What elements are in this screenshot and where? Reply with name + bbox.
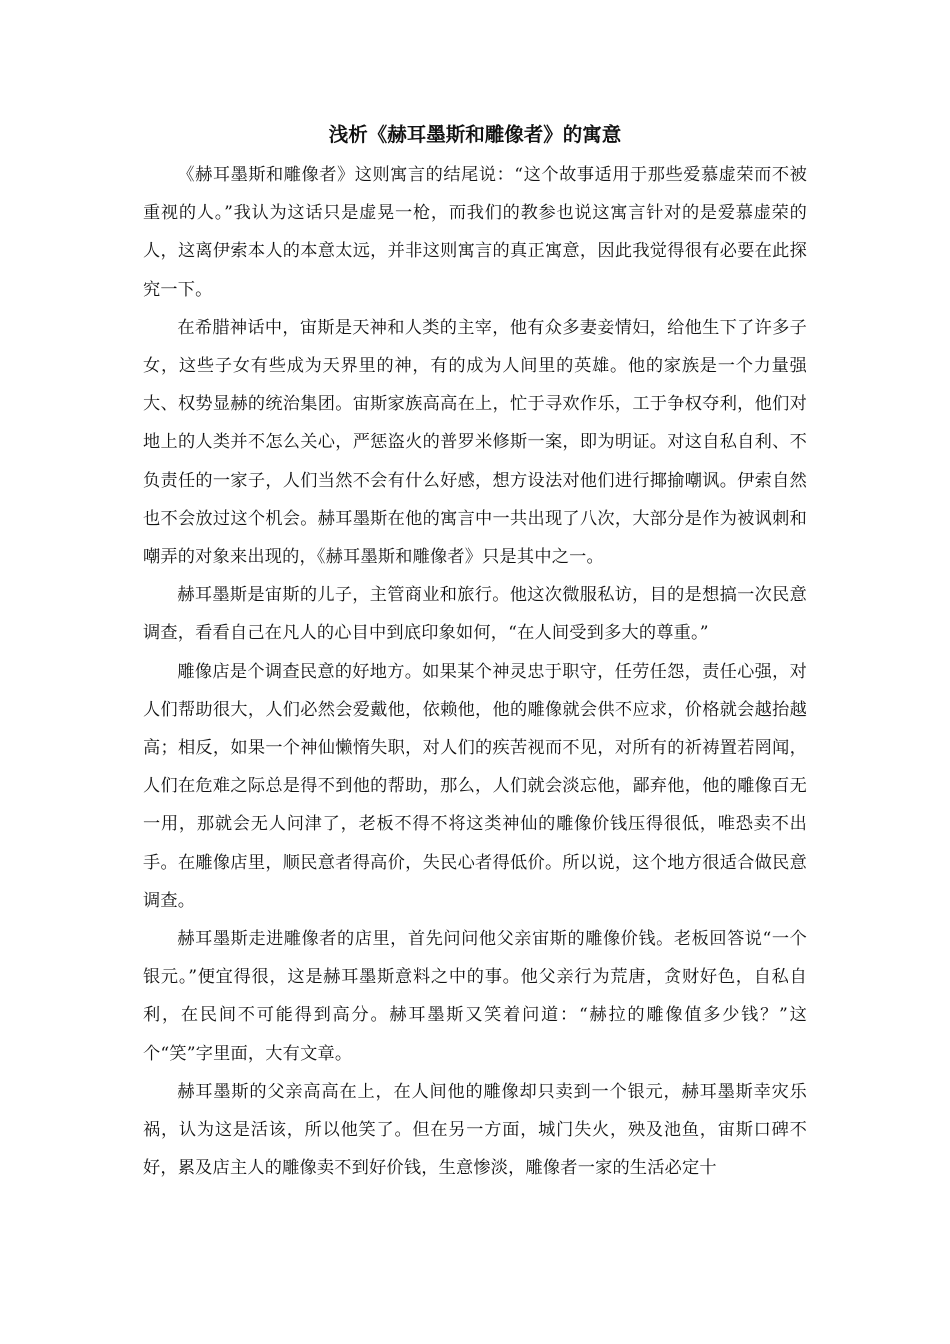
document-title: 浅析《赫耳墨斯和雕像者》的寓意: [328, 123, 622, 146]
paragraph-6: 赫耳墨斯的父亲高高在上，在人间他的雕像却只卖到一个银元，赫耳墨斯幸灾乐祸，认为这是活该，所以他笑了。但在另一方面，城门失火，殃及池鱼，宙斯口碑不好，累及店主人的雕像卖不到好价钱，生意惨淡，雕像者一家的生活必定十: [143, 1081, 807, 1179]
paragraph-3: 赫耳墨斯是宙斯的儿子，主管商业和旅行。他这次微服私访，目的是想搞一次民意调查，看看自己在凡人的心目中到底印象如何，“在人间受到多大的尊重。”: [143, 585, 807, 644]
paragraph-2: 在希腊神话中，宙斯是天神和人类的主宰，他有众多妻妾情妇，给他生下了许多子女，这些子女有些成为天界里的神，有的成为人间里的英雄。他的家族是一个力量强大、权势显赫的统治集团。宙斯家族高高在上，忙于寻欢作乐，工于争权夺利，他们对地上的人类并不怎么关心，严惩盗火的普罗米修斯一案，即为明证。对这自私自利、不负责任的一家子，人们当然不会有什么好感，想方设法对他们进行揶揄嘲讽。伊索自然也不会放过这个机会。赫耳墨斯在他的寓言中一共出现了八次，大部分是作为被讽刺和嘲弄的对象来出现的，《赫耳墨斯和雕像者》只是其中之一。: [143, 317, 807, 568]
paragraph-4: 雕像店是个调查民意的好地方。如果某个神灵忠于职守，任劳任怨，责任心强，对人们帮助很大，人们必然会爱戴他，依赖他，他的雕像就会供不应求，价格就会越抬越高；相反，如果一个神仙懒惰失职，对人们的疾苦视而不见，对所有的祈祷置若罔闻，人们在危难之际总是得不到他的帮助，那么，人们就会淡忘他，鄙弃他，他的雕像百无一用，那就会无人问津了，老板不得不将这类神仙的雕像价钱压得很低，唯恐卖不出手。在雕像店里，顺民意者得高价，失民心者得低价。所以说，这个地方很适合做民意调查。: [143, 661, 807, 911]
paragraph-5: 赫耳墨斯走进雕像者的店里，首先问问他父亲宙斯的雕像价钱。老板回答说“一个银元。”便宜得很，这是赫耳墨斯意料之中的事。他父亲行为荒唐，贪财好色，自私自利，在民间不可能得到高分。赫耳墨斯又笑着问道：“赫拉的雕像值多少钱？”这个“笑”字里面，大有文章。: [143, 929, 807, 1064]
paragraph-1: 《赫耳墨斯和雕像者》这则寓言的结尾说：“这个故事适用于那些爱慕虚荣而不被重视的人。”我认为这话只是虚晃一枪，而我们的教参也说这寓言针对的是爱慕虚荣的人，这离伊索本人的本意太远，并非这则寓言的真正寓意，因此我觉得很有必要在此探究一下。: [143, 165, 807, 300]
document-page: [143, 114, 807, 1187]
